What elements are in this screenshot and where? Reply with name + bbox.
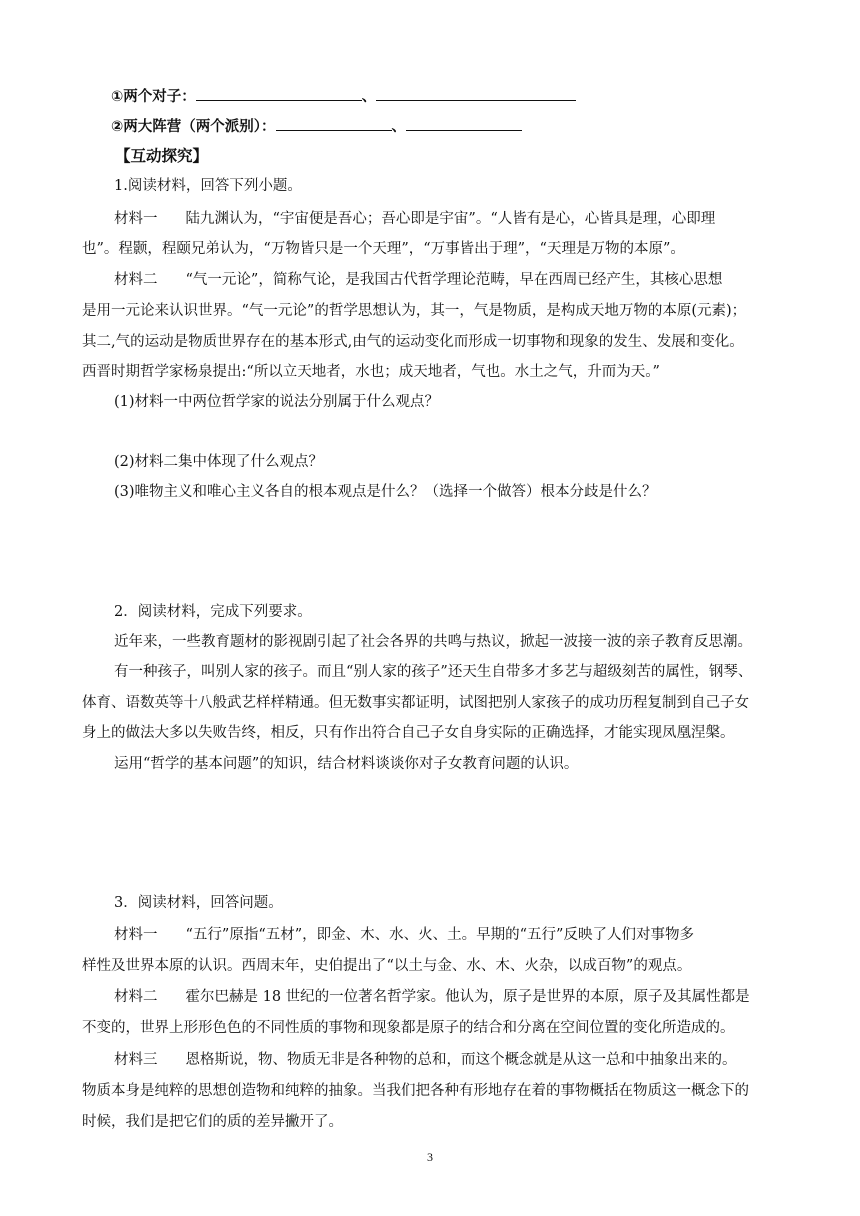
material-text: 陆九渊认为，“宇宙便是吾心；吾心即是宇宙”。“人皆有是心，心皆具是理，心即理 <box>185 211 716 227</box>
material-label: 材料二 <box>114 989 158 1005</box>
material-text: “五行”原指“五材”，即金、木、水、火、土。早期的“五行”反映了人们对事物多 <box>185 927 694 943</box>
answer-blank[interactable] <box>196 86 362 101</box>
separator: 、 <box>361 89 377 105</box>
q2-paragraph-2-line-2: 体育、语数英等十八般武艺样样精通。但无数事实都证明，试图把别人家孩子的成功历程复制到自己子女 <box>82 695 749 711</box>
material-label: 材料一 <box>114 211 158 227</box>
q1-material-1-line-1 <box>114 209 715 229</box>
q1-material-1-line-2: 也”。程颢，程颐兄弟认为，“万物皆只是一个天理”，“万事皆出于理”，“天理是万物的本原”。 <box>82 241 685 257</box>
q2-task: 运用“哲学的基本问题”的知识，结合材料谈谈你对子女教育问题的认识。 <box>114 756 579 772</box>
q1-material-2-line-4: 西晋时期哲学家杨泉提出:“所以立天地者，水也；成天地者，气也。水土之气，升而为天。” <box>82 364 660 380</box>
question-3-intro: 3．阅读材料，回答问题。 <box>114 895 283 911</box>
material-text: “气一元论”，简称气论，是我国古代哲学理论范畴，早在西周已经产生，其核心思想 <box>185 272 723 288</box>
q3-material-2-line-2: 不变的，世界上形形色色的不同性质的事物和现象都是原子的结合和分离在空间位置的变化所造成的。 <box>82 1020 735 1036</box>
fill-item-2 <box>111 116 522 137</box>
fill-item-1-label: ①两个对子： <box>111 89 196 105</box>
q3-material-3-line-2: 物质本身是纯粹的思想创造物和纯粹的抽象。当我们把各种有形地存在着的事物概括在物质这一概念下的 <box>82 1083 749 1099</box>
answer-blank[interactable] <box>376 86 576 101</box>
question-1-intro: 1.阅读材料，回答下列小题。 <box>114 178 302 194</box>
q1-material-2-line-2: 是用一元论来认识世界。“气一元论”的哲学思想认为，其一，气是物质，是构成天地万物的本原(元素)； <box>82 303 747 319</box>
q3-material-1-line-2: 样性及世界本原的认识。西周末年，史伯提出了“以土与金、水、木、火杂，以成百物”的观点。 <box>82 958 692 974</box>
material-label: 材料三 <box>114 1052 158 1068</box>
q2-paragraph-2-line-1: 有一种孩子，叫别人家的孩子。而且“别人家的孩子”还天生自带多才多艺与超级刻苦的属性，钢琴、 <box>114 664 753 680</box>
material-text: 恩格斯说，物、物质无非是各种物的总和，而这个概念就是从这一总和中抽象出来的。 <box>185 1052 737 1068</box>
q1-subquestion-3: (3)唯物主义和唯心主义各自的根本观点是什么？（选择一个做答）根本分歧是什么？ <box>114 484 657 500</box>
q2-paragraph-1: 近年来，一些教育题材的影视剧引起了社会各界的共鸣与热议，掀起一波接一波的亲子教育反思潮。 <box>114 634 752 650</box>
q1-subquestion-1: (1)材料一中两位哲学家的说法分别属于什么观点？ <box>114 394 440 410</box>
page-number: 3 <box>427 1150 433 1164</box>
material-text: 霍尔巴赫是 18 世纪的一位著名哲学家。他认为，原子是世界的本原，原子及其属性都是 <box>185 989 750 1005</box>
section-title: 【互动探究】 <box>115 147 209 165</box>
material-label: 材料二 <box>114 272 158 288</box>
material-label: 材料一 <box>114 927 158 943</box>
q1-material-2-line-3: 其二,气的运动是物质世界存在的基本形式,由气的运动变化而形成一切事物和现象的发生、发展和变化。 <box>82 334 744 350</box>
q1-material-2-line-1 <box>114 270 722 290</box>
q3-material-3-line-3: 时候，我们是把它们的质的差异撇开了。 <box>82 1114 343 1130</box>
q3-material-3-line-1 <box>114 1050 737 1070</box>
q1-subquestion-2: (2)材料二集中体现了什么观点？ <box>114 454 324 470</box>
q3-material-1-line-1 <box>114 925 694 945</box>
fill-item-2-label: ②两大阵营（两个派别）： <box>111 119 276 135</box>
q2-paragraph-2-line-3: 身上的做法大多以失败告终，相反，只有作出符合自己子女自身实际的正确选择，才能实现凤凰涅槃。 <box>82 725 735 741</box>
separator: 、 <box>391 119 407 135</box>
answer-blank[interactable] <box>406 116 522 131</box>
question-2-intro: 2．阅读材料，完成下列要求。 <box>114 604 312 620</box>
fill-item-1 <box>111 86 576 107</box>
q3-material-2-line-1 <box>114 987 750 1007</box>
answer-blank[interactable] <box>276 116 392 131</box>
